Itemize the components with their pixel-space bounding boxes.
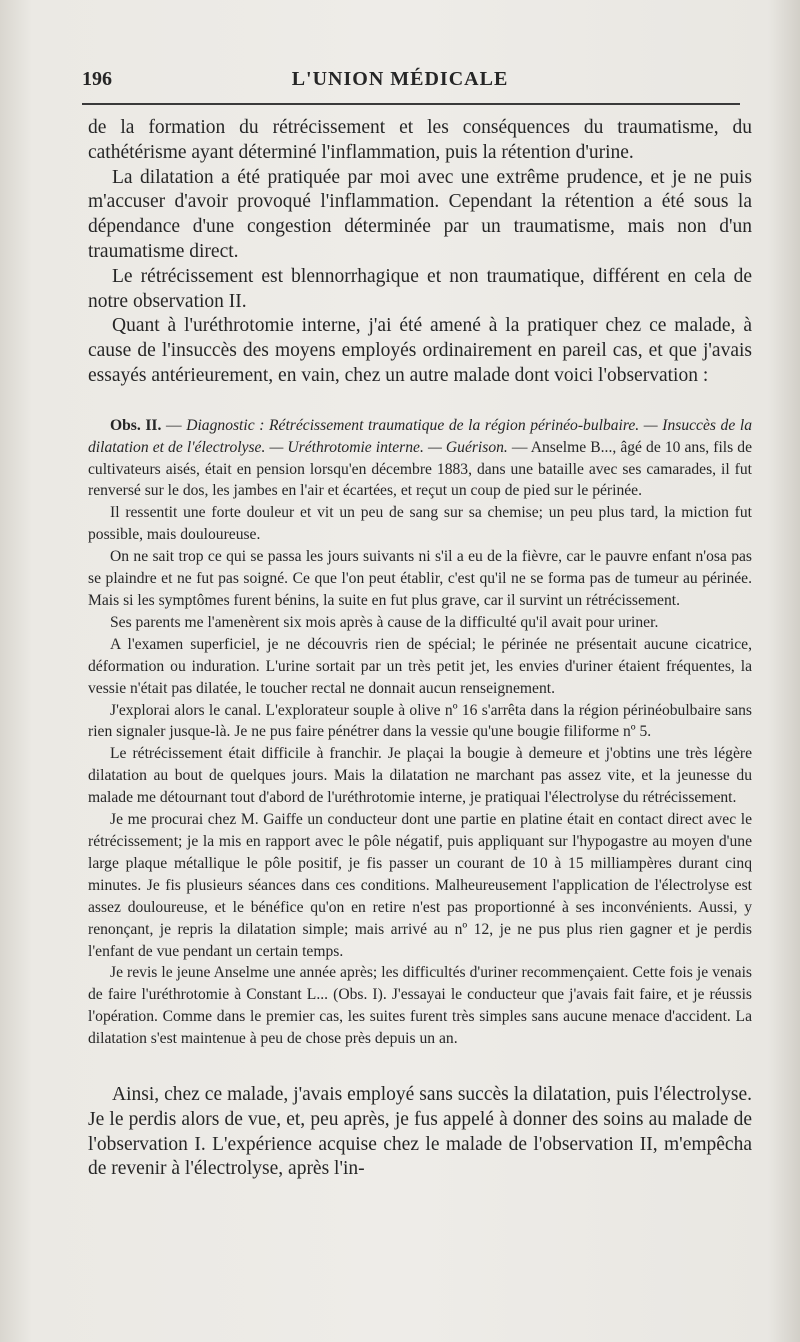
- page-number: 196: [82, 68, 112, 90]
- paragraph-retrecissement: Le rétrécissement est blennorrhagique et non traumatique, différent en cela de notre observation II.: [88, 265, 752, 312]
- observation-paragraph: Ses parents me l'amenèrent six mois après à cause de la difficulté qu'il avait pour uriner.: [110, 613, 659, 631]
- observation-heading: [88, 415, 752, 503]
- observation-paragraph: Je me procurai chez M. Gaiffe un conducteur dont une partie en platine était en contact direct avec le rétrécissement; je la mis en rapport avec le pôle négatif, puis appliquant sur l'hypogastre au moyen d'une large plaque métallique le pôle positif, je fis passer un courant de 10 à 15 milliampères durant cinq minutes. Je fis plusieurs séances dans ces conditions. Malheureusement l'application de l'électrolyse est assez douloureuse, et le bénéfice qu'on en retire n'est pas proportionné à ses inconvénients. Aussi, y renonçant, je repris la dilatation simple; mais arrivé au nº 12, je ne pus plus rien gagner et je perdis l'enfant de vue pendant un certain temps.: [88, 811, 752, 960]
- observation-dash: —: [161, 416, 187, 434]
- observation-paragraph: Le rétrécissement était difficile à franchir. Je plaçai la bougie à demeure et j'obtins une très légère dilatation au bout de quelques jours. Mais la dilatation ne marchant pas assez vite, et la jeunesse du malade me détournant tout d'abord de l'uréthrotomie interne, je pratiquai l'électrolyse du rétrécissement.: [88, 745, 752, 807]
- article-body: [88, 116, 752, 1182]
- paragraph-urethrotomie: Quant à l'uréthrotomie interne, j'ai été amené à la pratiquer chez ce malade, à cause de l'insuccès des moyens employés ordinairement en pareil cas, et que j'avais essayés antérieurement, en vain, chez un autre malade dont voici l'observation :: [88, 315, 752, 386]
- closing-paragraph: Ainsi, chez ce malade, j'avais employé sans succès la dilatation, puis l'électrolyse. Je le perdis alors de vue, et, peu après, je fus appelé à donner des soins au malade de l'observation I. L'expérience acquise chez le malade de l'observation II, m'empêcha de revenir à l'électrolyse, après l'in-: [88, 1084, 752, 1180]
- header-rule: [82, 103, 740, 105]
- observation-paragraph: On ne sait trop ce qui se passa les jours suivants ni s'il a eu de la fièvre, car le pauvre enfant n'osa pas se plaindre et ne fut pas soigné. Ce que l'on peut établir, c'est qu'il ne se forma pas de tumeur au périnée. Mais si les symptômes furent bénins, la suite en fut plus grave, car il survint un rétrécissement.: [88, 548, 752, 610]
- observation-diagnosis: Diagnostic : Rétrécissement traumatique de la région périnéo-bulbaire. — Insuccès de la dilatation et de l'électrolyse. — Uréthrotomie interne. — Guérison.: [88, 416, 752, 456]
- paragraph-dilatation: La dilatation a été pratiquée par moi avec une extrême prudence, et je ne puis m'accuser d'avoir provoqué l'inflammation. Cependant la rétention a été sous la dépendance d'une congestion déterminée par un traumatisme, mais non d'un traumatisme direct.: [88, 166, 752, 262]
- observation-paragraph: A l'examen superficiel, je ne découvris rien de spécial; le périnée ne présentait aucune cicatrice, déformation ou induration. L'urine sortait par un très petit jet, les envies d'uriner étaient fréquentes, la vessie n'était pas dilatée, le toucher rectal ne donnait aucun renseignement.: [88, 635, 752, 697]
- running-head: [60, 66, 740, 100]
- paragraph-continuation: de la formation du rétrécissement et les conséquences du traumatisme, du cathétérisme ayant déterminé l'inflammation, puis la rétention d'urine.: [88, 117, 752, 163]
- observation-paragraph: Je revis le jeune Anselme une année après; les difficultés d'uriner recommençaient. Cette fois je venais de faire l'uréthrotomie à Constant L... (Obs. I). J'essayai le conducteur que j'avais fait faire, et je réussis l'opération. Comme dans le premier cas, les suites furent très simples sans aucune menace d'accident. La dilatation s'est maintenue à peu de chose près depuis un an.: [88, 964, 752, 1048]
- observation-intro: — Anselme B..., âgé de 10 ans, fils de cultivateurs aisés, était en pension lorsqu'en décembre 1883, dans une bataille avec ses camarades, il fut renversé sur le dos, les jambes en l'air et écartées, et reçut un coup de pied sur le périnée.: [88, 438, 752, 500]
- observation-label: Obs. II.: [110, 416, 162, 434]
- observation-paragraph: Il ressentit une forte douleur et vit un peu de sang sur sa chemise; un peu plus tard, la miction fut possible, mais douloureuse.: [88, 504, 752, 544]
- journal-title: L'UNION MÉDICALE: [291, 68, 509, 90]
- observation-paragraph: J'explorai alors le canal. L'explorateur souple à olive nº 16 s'arrêta dans la région périnéobulbaire sans rien signaler jusque-là. Je ne pus faire pénétrer dans la vessie qu'une bougie filiforme nº 5.: [88, 701, 752, 741]
